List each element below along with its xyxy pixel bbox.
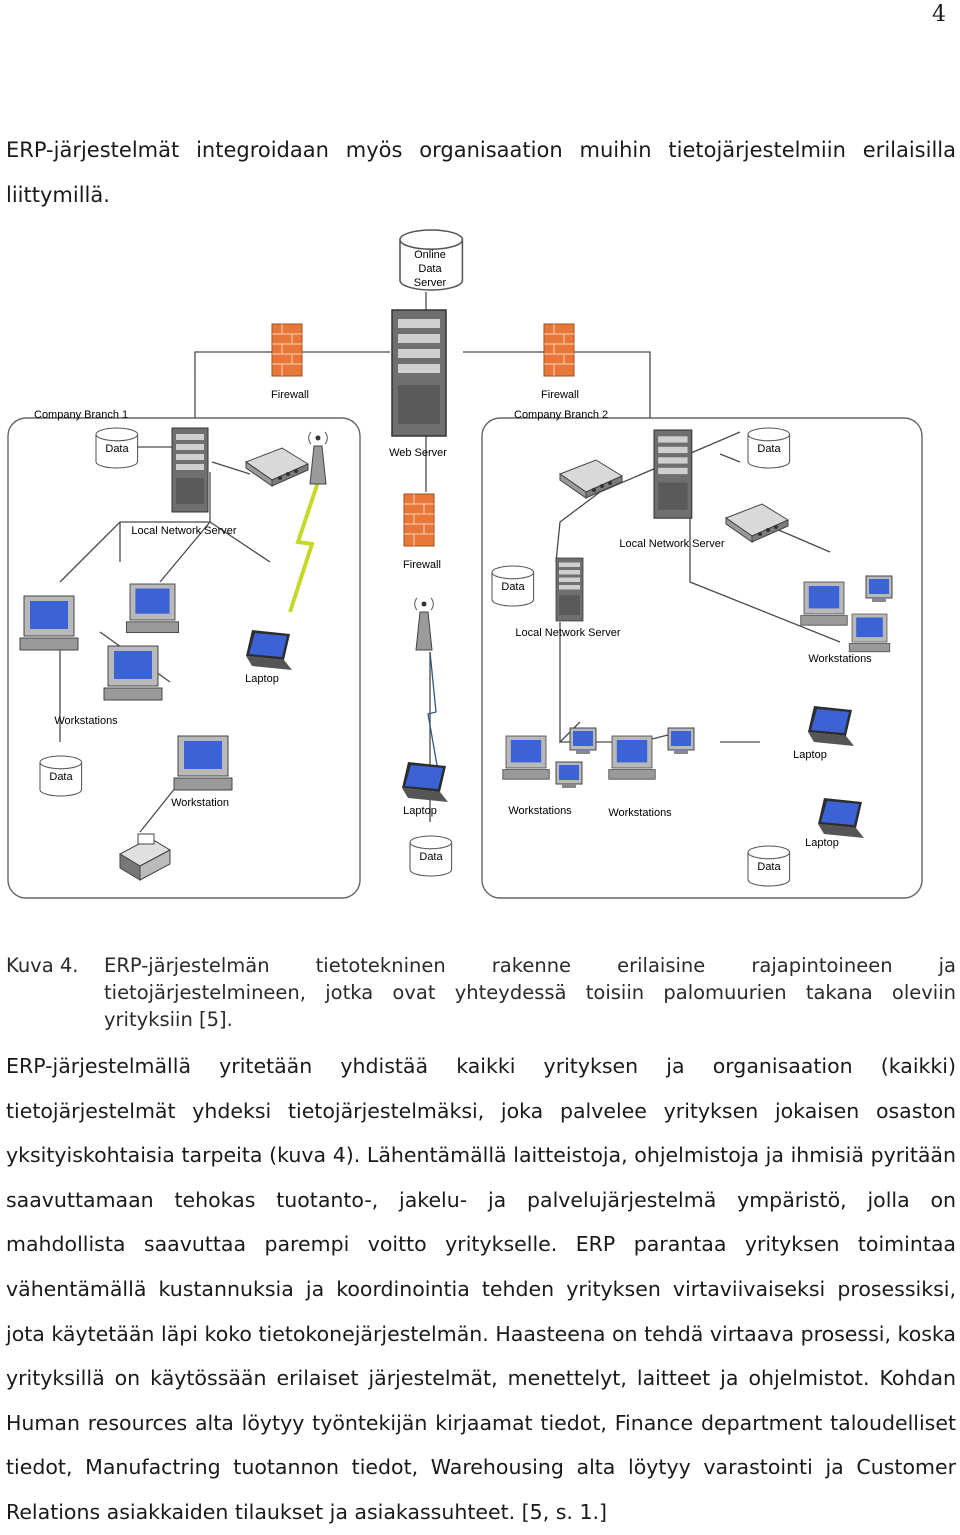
- workstation-b2-b-icon: [570, 728, 596, 754]
- web-server-label: Web Server: [389, 447, 447, 459]
- branch2-label: Company Branch 2: [514, 409, 609, 421]
- lns-b1-label: Local Network Server: [131, 525, 237, 537]
- firewall-right-label: Firewall: [541, 389, 579, 401]
- online-label-1: Online: [414, 249, 446, 261]
- workstation-b1-label: Workstation: [171, 797, 229, 809]
- workstation-b1-a-icon: [20, 596, 78, 650]
- network-diagram: [0, 222, 960, 912]
- online-label-3: Server: [413, 277, 447, 289]
- workstations-b2-a-label: Workstations: [508, 805, 572, 817]
- firewall-left-label: Firewall: [271, 389, 309, 401]
- workstations-b2-b-label: Workstations: [608, 807, 672, 819]
- intro-line-1: ERP-järjestelmät integroidaan myös organisaation muihin tietojärjestelmiin erilaisilla: [6, 138, 956, 162]
- workstation-b2-r2-icon: [866, 576, 892, 602]
- lns-b1-icon: [172, 428, 208, 512]
- firewall-right-icon: [544, 324, 574, 376]
- workstation-b2-r1-icon: [801, 582, 847, 625]
- laptop-b2-bottom-icon: [818, 798, 864, 838]
- caption-text: ERP-järjestelmän tietotekninen rakenne erilaisine rajapintoineen ja tietojärjestelmineen, jotka ovat yhteydessä toisiin palomuurien takana oleviin yrityksiin [5].: [104, 954, 956, 1031]
- antenna-b1-icon: [309, 432, 328, 484]
- lns-center-label: Local Network Server: [515, 627, 621, 639]
- firewall-center-icon: [404, 494, 434, 546]
- data-bottom-center-label: Data: [419, 851, 443, 863]
- workstation-b2-e-icon: [668, 728, 694, 754]
- workstation-b2-c-icon: [556, 762, 582, 788]
- switch-b1-icon: [246, 448, 308, 486]
- laptop-b1-icon: [246, 630, 292, 670]
- intro-paragraph: [6, 128, 956, 218]
- caption-label: Kuva 4.: [6, 954, 79, 977]
- web-server-icon: [392, 310, 446, 436]
- workstations-b2-right-label: Workstations: [808, 653, 872, 665]
- online-label-2: Data: [418, 263, 442, 275]
- laptop-b1-label: Laptop: [245, 673, 279, 685]
- laptop-b2-bottom-label: Laptop: [805, 837, 839, 849]
- wireless-link: [290, 482, 318, 612]
- lns-b2-icon: [654, 430, 692, 518]
- page-number: 4: [932, 2, 946, 27]
- data-bottom-right-label: Data: [757, 861, 781, 873]
- lns-center-icon: [556, 558, 583, 621]
- firewall-center-label: Firewall: [403, 559, 441, 571]
- intro-line-2: liittymillä.: [6, 183, 110, 207]
- workstation-b2-r3-icon: [849, 614, 890, 652]
- workstation-b1-c-icon: [104, 646, 162, 700]
- network-links: [60, 292, 840, 832]
- workstation-b2-a-icon: [503, 736, 549, 779]
- printer-icon: [120, 834, 170, 880]
- figure-caption: [6, 952, 956, 1033]
- antenna-center-icon: [415, 598, 434, 650]
- laptop-b2-right-icon: [808, 706, 854, 746]
- workstation-b2-d-icon: [609, 736, 655, 779]
- workstation-b1-icon: [174, 736, 232, 790]
- laptop-center-label: Laptop: [403, 805, 437, 817]
- data-b1-label: Data: [105, 443, 129, 455]
- data-b2-label: Data: [757, 443, 781, 455]
- laptop-b2-right-label: Laptop: [793, 749, 827, 761]
- lns-b2-label: Local Network Server: [619, 538, 725, 550]
- switch-b2-a-icon: [560, 460, 622, 498]
- branch1-label: Company Branch 1: [34, 409, 129, 421]
- firewall-left-icon: [272, 324, 302, 376]
- data-b1-lower-label: Data: [49, 771, 73, 783]
- workstations-b1-label: Workstations: [54, 715, 118, 727]
- laptop-center-icon: [402, 762, 448, 802]
- workstation-b1-b-icon: [126, 584, 178, 633]
- body-paragraph: ERP-järjestelmällä yritetään yhdistää kaikki yrityksen ja organisaation (kaikki) tietojärjestelmät yhdeksi tietojärjestelmäksi, joka palvelee yrityksen jokaisen osaston yksityiskohtaisia tarpeita (kuva 4). Lähentämällä laitteistoja, ohjelmistoja ja ihmisiä pyritään saavuttamaan tehokas tuotanto-, jakelu- ja palvelujärjestelmä ympäristö, jolla on mahdollista saavuttaa parempi voitto yritykselle. ERP parantaa yrityksen toimintaa vähentämällä kustannuksia ja koordinointia tehden yrityksen virtaviivaiseksi prosessiksi, jota käytetään läpi koko tietokonejärjestelmän. Haasteena on tehdä virtaava prosessi, koska yrityksillä on käytössään erilaiset järjestelmät, menettelyt, laitteet ja ohjelmistot. Kohdan Human resources alta löytyy työntekijän kirjaamat tiedot, Finance department taloudelliset tiedot, Manufactring tuotannon tiedot, Warehousing alta löytyy varastointi ja Customer Relations asiakkaiden tilaukset ja asiakassuhteet. [5, s. 1.]: [6, 1054, 956, 1524]
- switch-b2-b-icon: [726, 504, 788, 542]
- data-center-label: Data: [501, 581, 525, 593]
